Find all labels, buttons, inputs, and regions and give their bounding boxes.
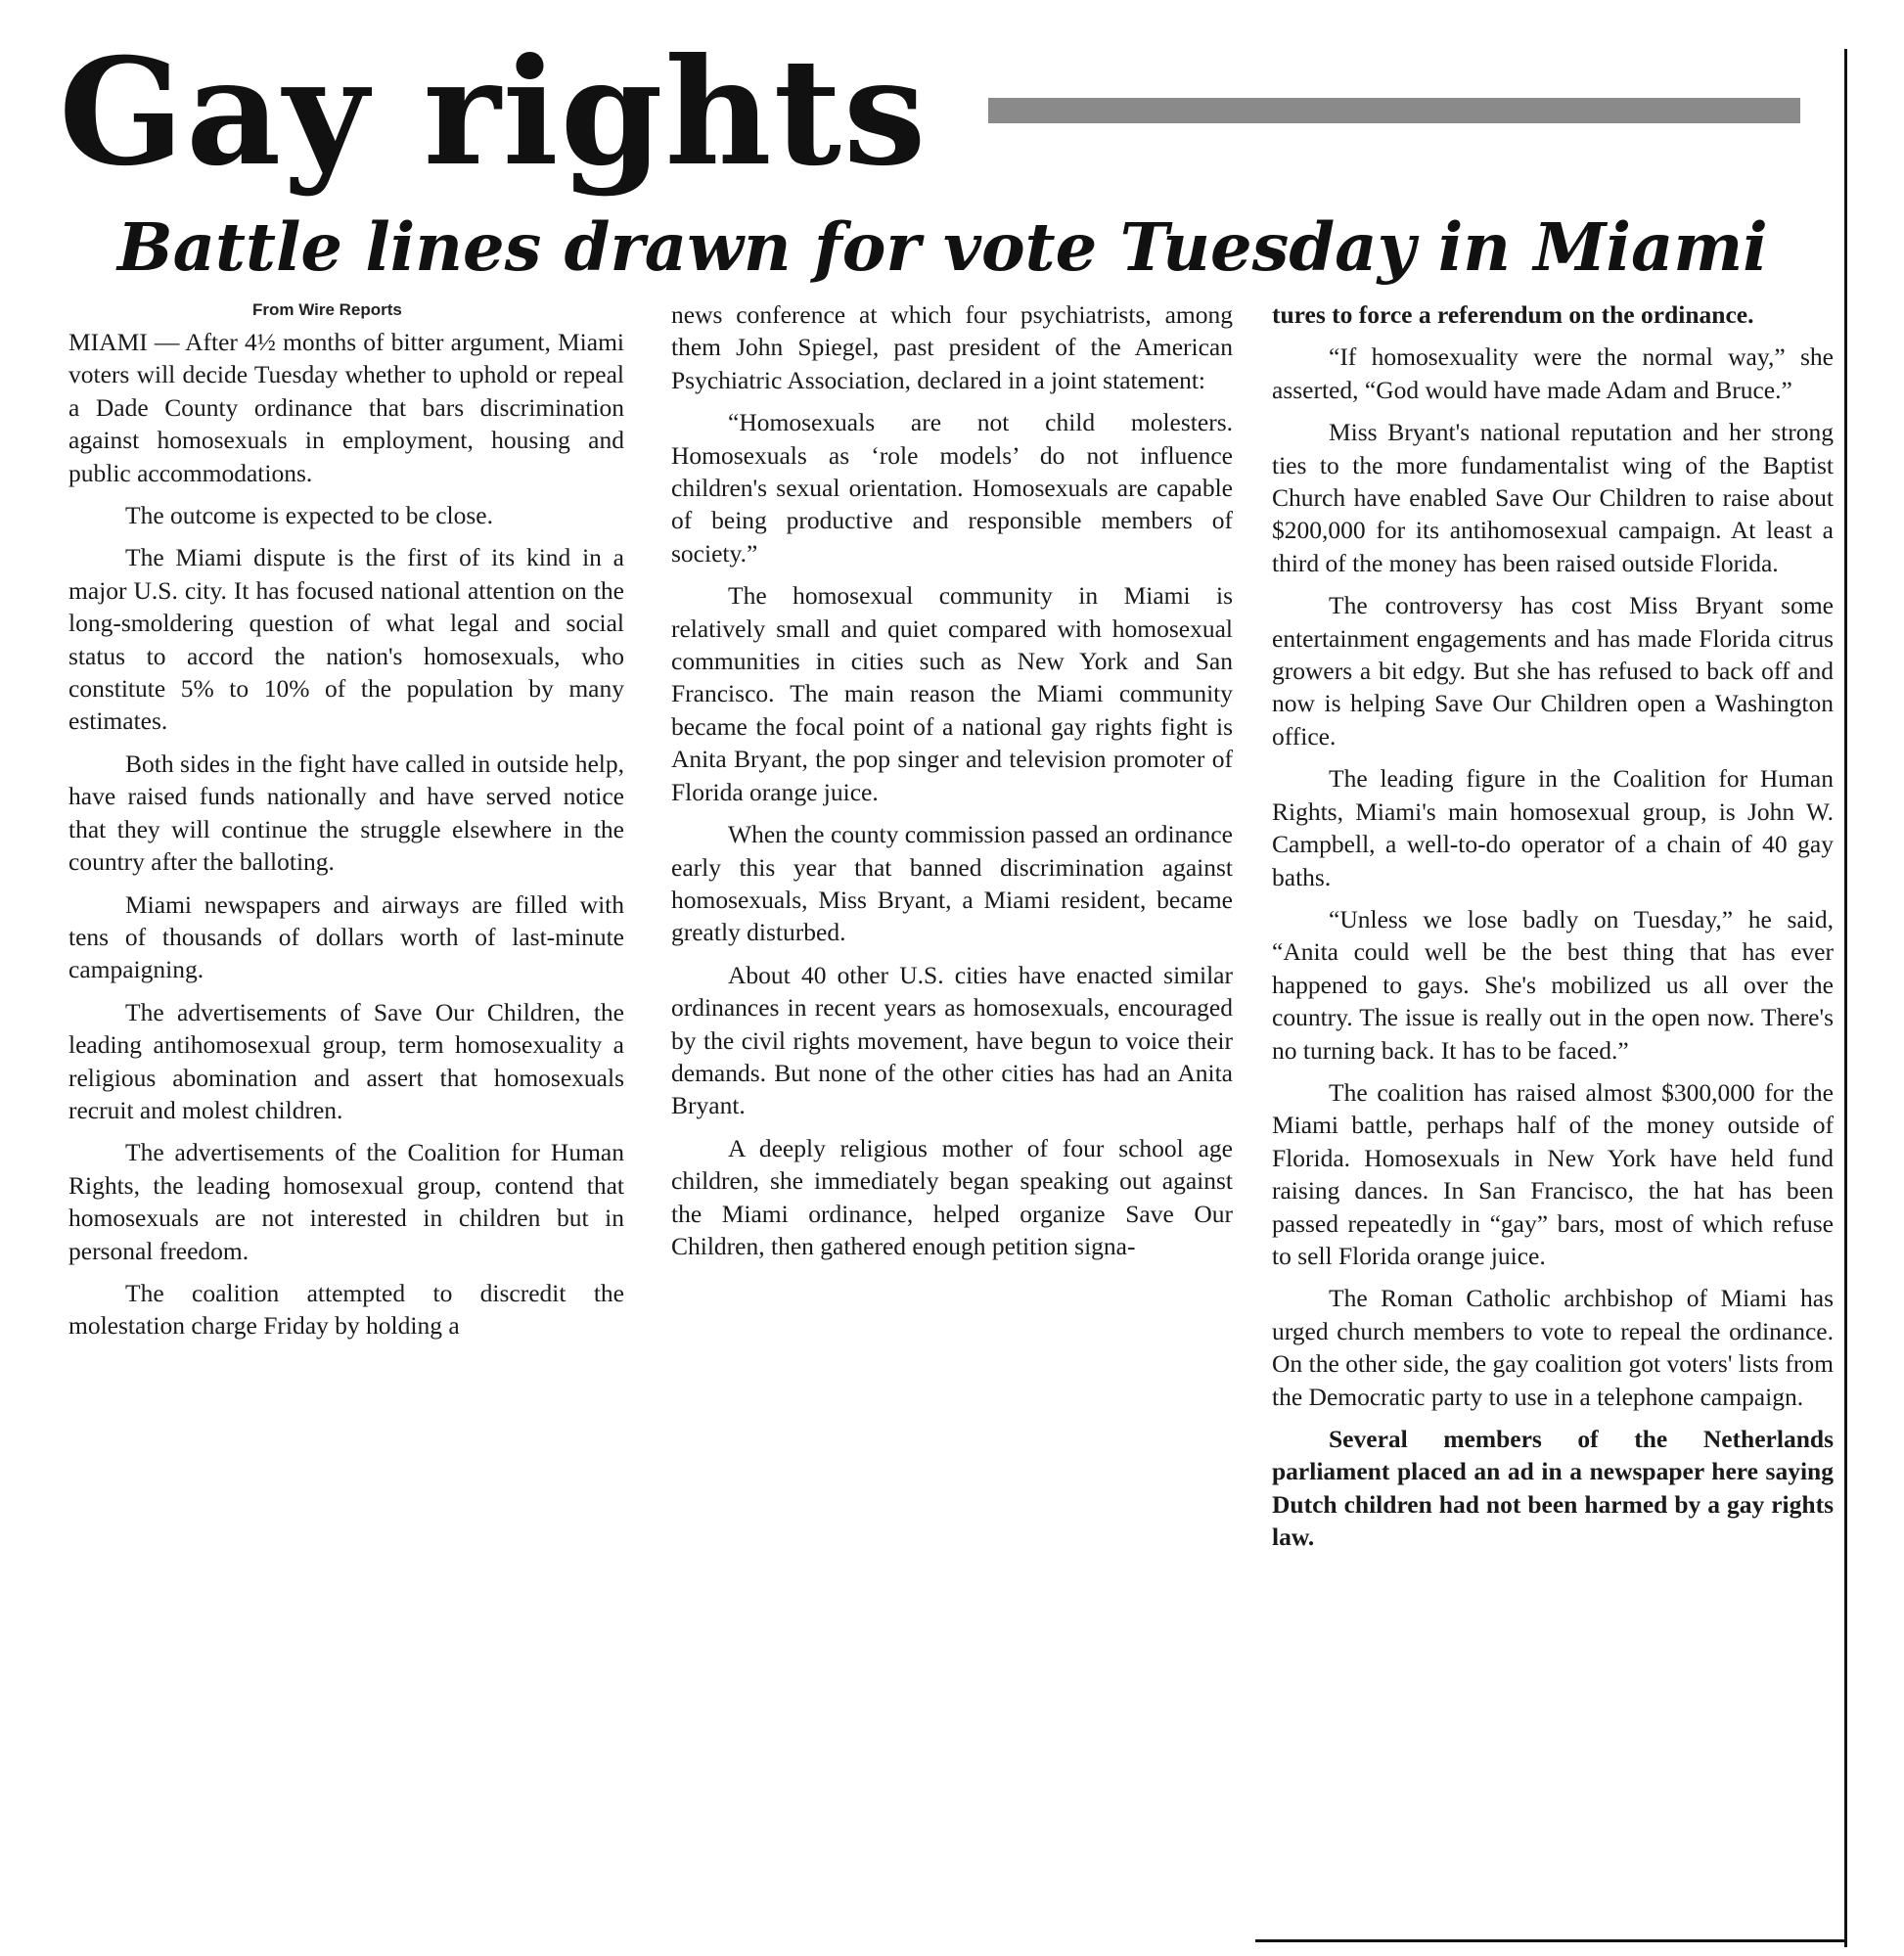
- paragraph: Both sides in the fight have called in outside help, have raised funds nationally and have served notice that they will continue the struggle elsewhere in the country after the balloting.: [68, 749, 624, 877]
- paragraph: About 40 other U.S. cities have enacted similar ordinances in recent years as homosexuals, encouraged by the civil rights movement, have begun to voice their demands. But none of the other cities has had an Anita Bryant.: [671, 960, 1233, 1120]
- paragraph: Miss Bryant's national reputation and her strong ties to the more fundamentalist wing of the Baptist Church have enabled Save Our Children to raise about $200,000 for its antihomosexual campaign. At least a third of the money has been raised outside Florida.: [1272, 418, 1834, 577]
- paragraph: A deeply religious mother of four school age children, she immediately began speaking out against the Miami ordinance, helped organize Save Our Children, then gathered enough petition signa-: [671, 1133, 1233, 1260]
- paragraph: The coalition has raised almost $300,000 for the Miami battle, perhaps half of the money outside of Florida. Homosexuals in New York have held fund raising dances. In San Francisco, the hat has been passed repeatedly in “gay” bars, most of which refuse to sell Florida orange juice.: [1272, 1077, 1834, 1270]
- paragraph: The homosexual community in Miami is relatively small and quiet compared with homosexual communities in cities such as New York and San Francisco. The main reason the Miami community became the focal point of a national gay rights fight is Anita Bryant, the pop singer and television promoter of Florida orange juice.: [671, 581, 1233, 806]
- paragraph: “If homosexuality were the normal way,” she asserted, “God would have made Adam and Bruce.”: [1272, 342, 1834, 404]
- paragraph: Miami newspapers and airways are filled with tens of thousands of dollars worth of last-minute campaigning.: [68, 889, 624, 984]
- article-column-2: [671, 298, 1233, 1272]
- headline: Gay rights: [59, 26, 929, 199]
- column-border-rule: [1844, 49, 1847, 1947]
- quote-paragraph: “Homosexuals are not child molesters. Homosexuals as ‘role models’ do not influence children's sexual orientation. Homosexuals are capable of being productive and responsible members of society.”: [671, 408, 1233, 568]
- subheadline: Battle lines drawn for vote Tuesday in Miami: [117, 208, 1768, 286]
- paragraph: The advertisements of Save Our Children, the leading antihomosexual group, term homosexuality a religious abomination and assert that homosexuals recruit and molest children.: [68, 997, 624, 1124]
- paragraph: The Miami dispute is the first of its kind in a major U.S. city. It has focused national attention on the long-smoldering question of what legal and social status to accord the nation's homosexuals, who constitute 5% to 10% of the population by many estimates.: [68, 543, 624, 736]
- article-column-1: [68, 298, 624, 1352]
- paragraph: The leading figure in the Coalition for Human Rights, Miami's main homosexual group, is John W. Campbell, a well-to-do operator of a chain of 40 gay baths.: [1272, 764, 1834, 891]
- article-column-3: [1272, 298, 1834, 1564]
- paragraph: The outcome is expected to be close.: [125, 501, 493, 530]
- paragraph: The advertisements of the Coalition for Human Rights, the leading homosexual group, contend that homosexuals are not interested in children but in personal freedom.: [68, 1138, 624, 1265]
- paragraph: The controversy has cost Miss Bryant some entertainment engagements and has made Florida citrus growers a bit edgy. But she has refused to back off and now is helping Save Our Children open a Washington office.: [1272, 591, 1834, 751]
- bottom-border-rule: [1255, 1939, 1847, 1942]
- byline: From Wire Reports: [252, 300, 402, 319]
- paragraph: The Roman Catholic archbishop of Miami has urged church members to vote to repeal the ordinance. On the other side, the gay coalition got voters' lists from the Democratic party to use in a telephone campaign.: [1272, 1284, 1834, 1411]
- paragraph: tures to force a referendum on the ordinance.: [1272, 300, 1754, 329]
- paragraph: news conference at which four psychiatrists, among them John Spiegel, past president of the American Psychiatric Association, declared in a joint statement:: [671, 300, 1233, 394]
- paragraph: MIAMI — After 4½ months of bitter argument, Miami voters will decide Tuesday whether to uphold or repeal a Dade County ordinance that bars discrimination against homosexuals in employment, housing and public accommodations.: [68, 328, 624, 487]
- paragraph: Several members of the Netherlands parliament placed an ad in a newspaper here saying Dutch children had not been harmed by a gay rights law.: [1272, 1425, 1834, 1552]
- paragraph: “Unless we lose badly on Tuesday,” he said, “Anita could well be the best thing that has ever happened to gays. She's mobilized us all over the country. The issue is really out in the open now. There's no turning back. It has to be faced.”: [1272, 904, 1834, 1065]
- header-ink-band: [988, 98, 1800, 123]
- paragraph: When the county commission passed an ordinance early this year that banned discrimination against homosexuals, Miss Bryant, a Miami resident, became greatly disturbed.: [671, 820, 1233, 947]
- paragraph: The coalition attempted to discredit the molestation charge Friday by holding a: [68, 1278, 624, 1341]
